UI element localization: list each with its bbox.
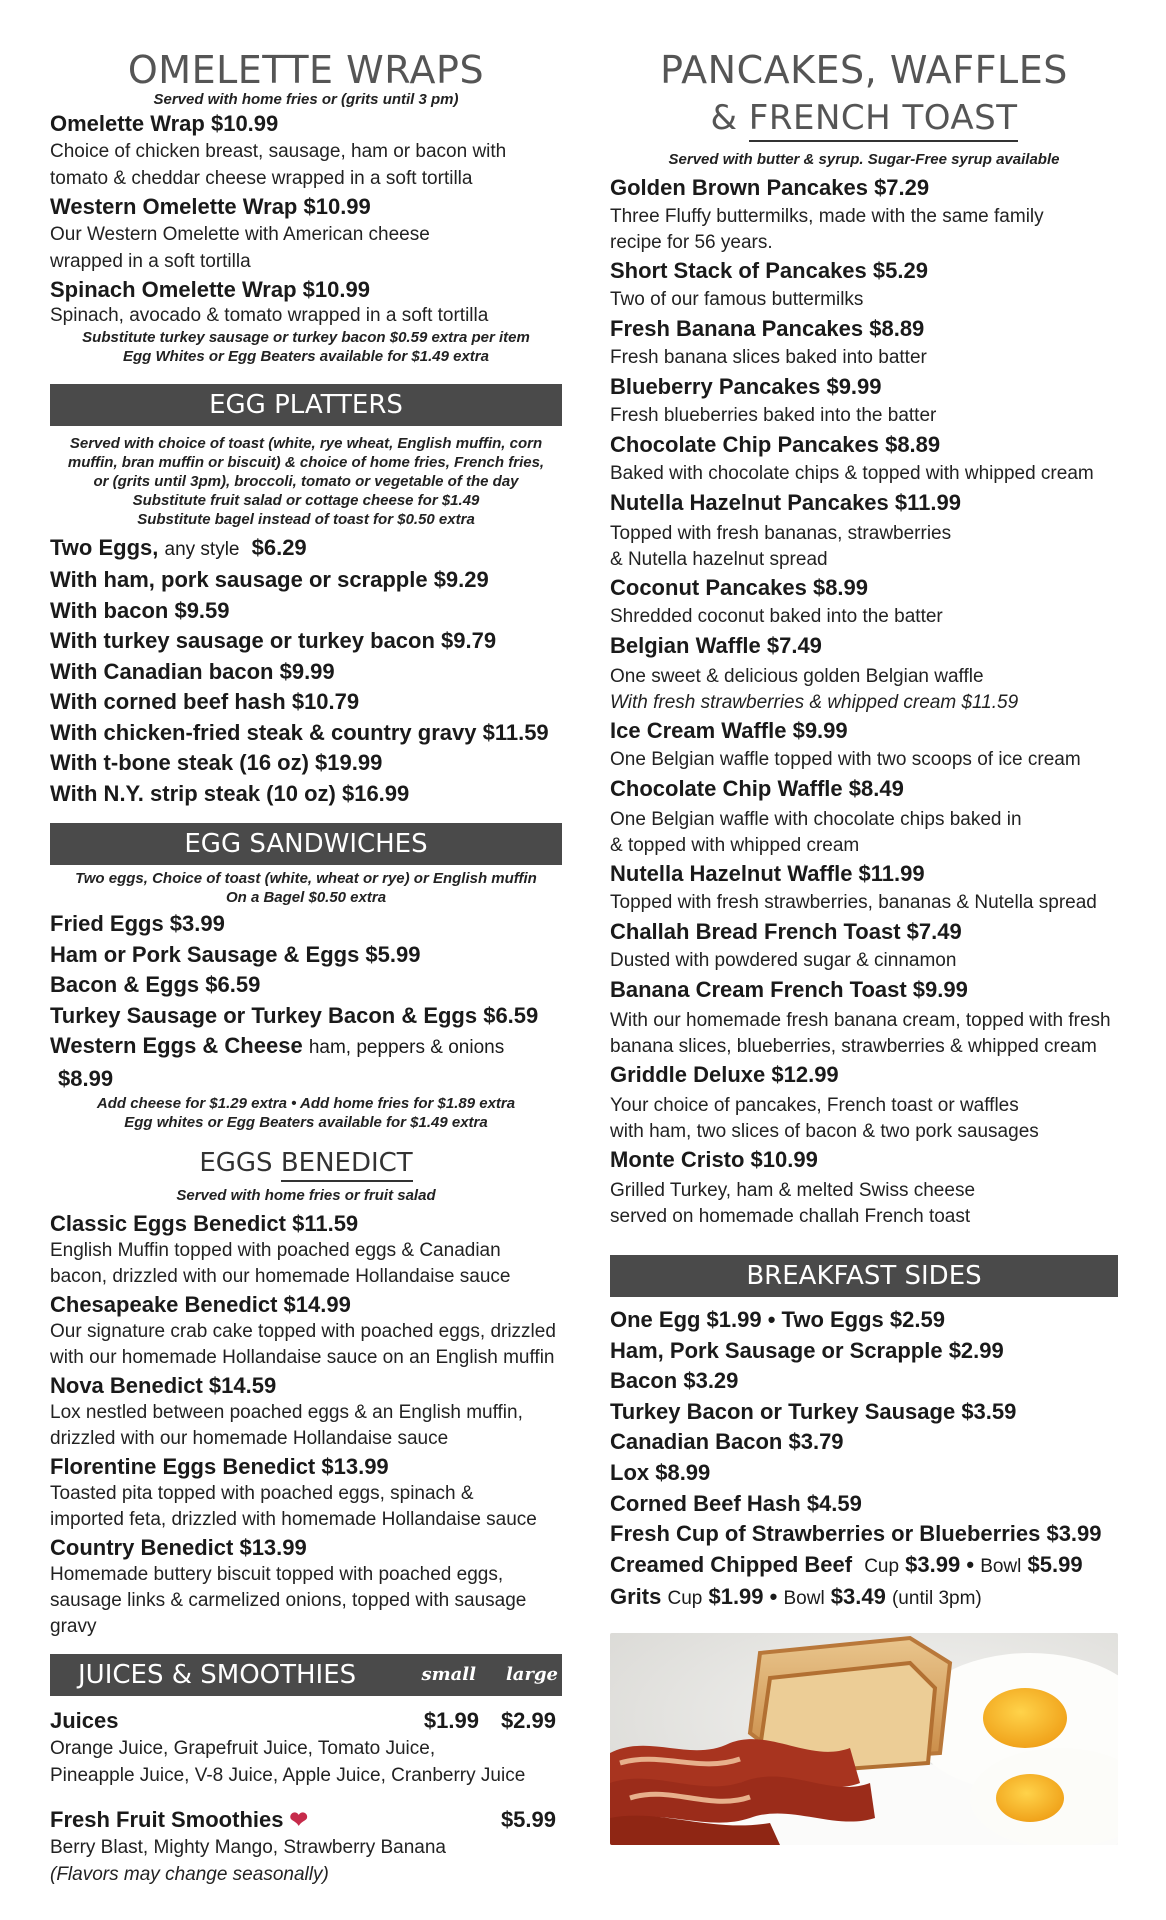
platters-note: Substitute bagel instead of toast for $0.50 extra bbox=[137, 511, 475, 528]
cup-label: Cup bbox=[667, 1588, 703, 1610]
item-name: Griddle Deluxe $12.99 bbox=[610, 1062, 839, 1087]
benedict-item bbox=[50, 1209, 562, 1290]
item-desc: Dusted with powdered sugar & cinnamon bbox=[610, 950, 957, 971]
item-name: Chocolate Chip Waffle $8.49 bbox=[610, 776, 904, 801]
item-desc: Choice of chicken breast, sausage, ham or bacon with bbox=[50, 141, 507, 162]
benedict-item bbox=[50, 1533, 562, 1640]
egg-platters-header: EGG PLATTERS bbox=[50, 384, 562, 426]
platter-item: With Canadian bacon $9.99 bbox=[50, 658, 335, 684]
item-desc: wrapped in a soft tortilla bbox=[50, 251, 251, 272]
side-item: Lox $8.99 bbox=[610, 1459, 711, 1485]
side-item: Canadian Bacon $3.79 bbox=[610, 1429, 844, 1455]
item-desc: One Belgian waffle topped with two scoops of ice cream bbox=[610, 749, 1081, 770]
juices-item bbox=[50, 1706, 562, 1735]
breakfast-sides-header: BREAKFAST SIDES bbox=[610, 1255, 1118, 1297]
left-column bbox=[50, 0, 562, 1888]
item-desc: Baked with chocolate chips & topped with whipped cream bbox=[610, 463, 1094, 484]
item-desc: With our homemade fresh banana cream, topped with fresh bbox=[610, 1010, 1111, 1031]
item-extra: ham, peppers & onions bbox=[308, 1037, 505, 1058]
platter-item: With chicken-fried steak & country gravy $11.59 bbox=[50, 719, 549, 745]
item-name: Belgian Waffle $7.49 bbox=[610, 633, 822, 658]
breakfast-photo bbox=[610, 1633, 1118, 1845]
item-desc: Topped with fresh strawberries, bananas & Nutella spread bbox=[610, 892, 1097, 913]
item-desc: Grilled Turkey, ham & melted Swiss cheese bbox=[610, 1180, 976, 1201]
item-price: $6.29 bbox=[251, 535, 307, 560]
separator: • bbox=[966, 1551, 975, 1577]
title-part: EGGS bbox=[199, 1148, 281, 1178]
pancake-item bbox=[610, 858, 1118, 916]
platter-item: With bacon $9.59 bbox=[50, 597, 230, 623]
item-desc: with ham, two slices of bacon & two pork sausages bbox=[610, 1121, 1039, 1142]
benedict-item bbox=[50, 1371, 562, 1452]
large-label: large bbox=[505, 1664, 558, 1685]
platters-note: Served with choice of toast (white, rye wheat, English muffin, corn bbox=[69, 435, 543, 452]
sandwiches-note: On a Bagel $0.50 extra bbox=[225, 889, 387, 906]
item-desc: One sweet & delicious golden Belgian waffle bbox=[610, 666, 984, 687]
item-desc: One Belgian waffle with chocolate chips baked in bbox=[610, 809, 1022, 830]
item-name: Juices bbox=[50, 1708, 119, 1733]
item-extra: any style bbox=[164, 539, 240, 560]
item-name: Blueberry Pancakes $9.99 bbox=[610, 374, 882, 399]
pancakes-note: Served with butter & syrup. Sugar-Free syrup available bbox=[668, 151, 1060, 168]
item-note: (until 3pm) bbox=[891, 1588, 982, 1610]
item-name: Fresh Fruit Smoothies bbox=[50, 1807, 284, 1832]
heart-icon: ❤ bbox=[289, 1807, 308, 1832]
smoothies-item bbox=[50, 1805, 562, 1834]
item-desc: recipe for 56 years. bbox=[610, 232, 773, 253]
omelette-wraps-title: OMELETTE WRAPS bbox=[127, 48, 485, 92]
cup-price: $3.99 bbox=[905, 1551, 961, 1577]
juices-title: JUICES & SMOOTHIES bbox=[78, 1660, 357, 1690]
item-name: Short Stack of Pancakes $5.29 bbox=[610, 258, 928, 283]
item-name: Creamed Chipped Beef bbox=[610, 1551, 853, 1577]
item-price: $5.99 bbox=[500, 1807, 556, 1832]
pancake-item bbox=[610, 371, 1118, 429]
sandwiches-note: Two eggs, Choice of toast (white, wheat or rye) or English muffin bbox=[75, 870, 537, 887]
platters-note: Substitute fruit salad or cottage cheese for $1.49 bbox=[132, 492, 480, 509]
pancakes-title: PANCAKES, WAFFLES bbox=[660, 48, 1068, 92]
item-name: Omelette Wrap $10.99 bbox=[50, 111, 279, 136]
platter-item: With t-bone steak (16 oz) $19.99 bbox=[50, 750, 383, 775]
french-toast-title bbox=[610, 96, 1118, 140]
title-part: FRENCH TOAST bbox=[749, 98, 1018, 142]
omelette-note: Served with home fries or (grits until 3 pm) bbox=[153, 91, 459, 108]
item-name: Nova Benedict $14.59 bbox=[50, 1373, 277, 1398]
item-desc: Pineapple Juice, V-8 Juice, Apple Juice, Cranberry Juice bbox=[50, 1765, 526, 1786]
item-name: Classic Eggs Benedict $11.59 bbox=[50, 1211, 359, 1236]
eggs-benedict-title bbox=[50, 1146, 562, 1180]
item-name: Grits bbox=[610, 1584, 662, 1610]
pancake-item bbox=[610, 487, 1118, 572]
item-desc: Three Fluffy buttermilks, made with the same family bbox=[610, 206, 1044, 227]
omelette-item bbox=[50, 192, 562, 275]
item-desc: tomato & cheddar cheese wrapped in a soft tortilla bbox=[50, 168, 473, 189]
pancake-item bbox=[610, 255, 1118, 313]
item-desc: Spinach, avocado & tomato wrapped in a soft tortilla bbox=[50, 305, 489, 326]
side-item: Turkey Bacon or Turkey Sausage $3.59 bbox=[610, 1398, 1017, 1424]
item-name: Nutella Hazelnut Waffle $11.99 bbox=[610, 861, 925, 886]
item-desc: English Muffin topped with poached eggs & Canadian bbox=[50, 1240, 501, 1261]
item-desc: & topped with whipped cream bbox=[610, 835, 860, 856]
separator: • bbox=[769, 1584, 778, 1610]
platter-item: With corned beef hash $10.79 bbox=[50, 689, 360, 714]
item-desc: Your choice of pancakes, French toast or waffles bbox=[610, 1095, 1019, 1116]
omelette-item bbox=[50, 275, 562, 328]
side-item bbox=[610, 1582, 1118, 1615]
item-name: Ice Cream Waffle $9.99 bbox=[610, 718, 848, 743]
sandwich-item: Fried Eggs $3.99 bbox=[50, 911, 225, 936]
side-item bbox=[610, 1550, 1118, 1583]
item-desc: Lox nestled between poached eggs & an English muffin, bbox=[50, 1402, 523, 1423]
item-desc: Shredded coconut baked into the batter bbox=[610, 606, 943, 627]
item-desc: bacon, drizzled with our homemade Hollandaise sauce bbox=[50, 1266, 511, 1287]
cup-price: $1.99 bbox=[708, 1584, 764, 1610]
item-desc: imported feta, drizzled with homemade Hollandaise sauce bbox=[50, 1509, 537, 1530]
sandwich-item: Turkey Sausage or Turkey Bacon & Eggs $6.59 bbox=[50, 1002, 539, 1028]
benedict-item bbox=[50, 1290, 562, 1371]
item-price: $8.99 bbox=[58, 1065, 114, 1091]
platters-note: or (grits until 3pm), broccoli, tomato or vegetable of the day bbox=[93, 473, 519, 490]
pancake-item bbox=[610, 572, 1118, 630]
right-column bbox=[610, 0, 1118, 1845]
item-name: Coconut Pancakes $8.99 bbox=[610, 575, 869, 600]
bowl-label: Bowl bbox=[980, 1555, 1022, 1577]
item-desc: Orange Juice, Grapefruit Juice, Tomato Juice, bbox=[50, 1738, 436, 1759]
item-desc: Our Western Omelette with American cheese bbox=[50, 224, 430, 245]
pancake-item bbox=[610, 715, 1118, 773]
side-item: Fresh Cup of Strawberries or Blueberries $3.99 bbox=[610, 1521, 1102, 1547]
item-note: (Flavors may change seasonally) bbox=[50, 1864, 329, 1885]
pancake-item bbox=[610, 916, 1118, 974]
benedict-note: Served with home fries or fruit salad bbox=[176, 1187, 436, 1204]
item-desc: Two of our famous buttermilks bbox=[610, 289, 864, 310]
pancake-item bbox=[610, 313, 1118, 371]
item-name: Country Benedict $13.99 bbox=[50, 1535, 307, 1560]
item-name: Monte Cristo $10.99 bbox=[610, 1147, 818, 1172]
pancake-item bbox=[610, 173, 1118, 255]
juices-smoothies-header bbox=[50, 1654, 562, 1696]
bowl-price: $5.99 bbox=[1027, 1551, 1083, 1577]
platter-item bbox=[50, 533, 562, 565]
item-name: Chocolate Chip Pancakes $8.89 bbox=[610, 432, 941, 457]
item-name: Fresh Banana Pancakes $8.89 bbox=[610, 316, 925, 341]
item-name: Western Omelette Wrap $10.99 bbox=[50, 194, 371, 219]
omelette-footnote: Substitute turkey sausage or turkey bacon $0.59 extra per item bbox=[82, 329, 530, 346]
omelette-item bbox=[50, 109, 562, 192]
pancake-item bbox=[610, 429, 1118, 487]
item-name: Chesapeake Benedict $14.99 bbox=[50, 1292, 351, 1317]
item-name: Florentine Eggs Benedict $13.99 bbox=[50, 1454, 389, 1479]
sandwich-item bbox=[50, 1031, 562, 1094]
sandwich-item: Bacon & Eggs $6.59 bbox=[50, 972, 261, 997]
sandwiches-footnote: Egg whites or Egg Beaters available for $1.49 extra bbox=[124, 1114, 488, 1131]
title-part: BENEDICT bbox=[281, 1148, 413, 1182]
platter-item: With ham, pork sausage or scrapple $9.29 bbox=[50, 567, 489, 592]
item-desc: Our signature crab cake topped with poached eggs, drizzled bbox=[50, 1321, 556, 1342]
item-desc: Topped with fresh bananas, strawberries bbox=[610, 523, 952, 544]
item-desc: Berry Blast, Mighty Mango, Strawberry Banana bbox=[50, 1837, 447, 1858]
item-desc-italic: With fresh strawberries & whipped cream $11.59 bbox=[610, 692, 1019, 713]
pancake-item bbox=[610, 773, 1118, 858]
small-label: small bbox=[421, 1664, 476, 1685]
item-desc: with our homemade Hollandaise sauce on an English muffin bbox=[50, 1347, 555, 1368]
platters-note: muffin, bran muffin or biscuit) & choice of home fries, French fries, bbox=[67, 454, 545, 471]
pancake-item bbox=[610, 630, 1118, 715]
breakfast-photo-illustration bbox=[610, 1633, 1118, 1845]
bowl-price: $3.49 bbox=[830, 1584, 886, 1610]
pancake-item bbox=[610, 1059, 1118, 1144]
omelette-footnote: Egg Whites or Egg Beaters available for $1.49 extra bbox=[123, 348, 489, 365]
platter-item: With turkey sausage or turkey bacon $9.79 bbox=[50, 628, 497, 653]
sandwiches-footnote: Add cheese for $1.29 extra • Add home fries for $1.89 extra bbox=[96, 1095, 516, 1112]
platter-item: With N.Y. strip steak (10 oz) $16.99 bbox=[50, 780, 410, 806]
side-item: Corned Beef Hash $4.59 bbox=[610, 1490, 862, 1516]
pancake-item bbox=[610, 1144, 1118, 1229]
item-desc: Toasted pita topped with poached eggs, spinach & bbox=[50, 1483, 474, 1504]
large-price: $2.99 bbox=[500, 1708, 556, 1733]
side-item: One Egg $1.99 • Two Eggs $2.59 bbox=[610, 1307, 945, 1332]
item-desc: & Nutella hazelnut spread bbox=[610, 549, 828, 570]
cup-label: Cup bbox=[864, 1555, 900, 1577]
benedict-item bbox=[50, 1452, 562, 1533]
side-item: Bacon $3.29 bbox=[610, 1368, 739, 1394]
item-desc: Fresh blueberries baked into the batter bbox=[610, 405, 937, 426]
item-name: Western Eggs & Cheese bbox=[50, 1033, 303, 1058]
item-desc: banana slices, blueberries, strawberries & whipped cream bbox=[610, 1036, 1097, 1057]
item-name: Spinach Omelette Wrap $10.99 bbox=[50, 277, 370, 302]
item-desc: Homemade buttery biscuit topped with poached eggs, bbox=[50, 1564, 504, 1585]
item-name: Golden Brown Pancakes $7.29 bbox=[610, 175, 930, 200]
item-name: Challah Bread French Toast $7.49 bbox=[610, 919, 962, 944]
item-desc: drizzled with our homemade Hollandaise sauce bbox=[50, 1428, 449, 1449]
egg-sandwiches-header: EGG SANDWICHES bbox=[50, 823, 562, 865]
item-name: Banana Cream French Toast $9.99 bbox=[610, 977, 968, 1002]
small-price: $1.99 bbox=[423, 1708, 479, 1733]
item-name: Two Eggs, bbox=[50, 535, 159, 560]
item-desc: Fresh banana slices baked into batter bbox=[610, 347, 927, 368]
side-item: Ham, Pork Sausage or Scrapple $2.99 bbox=[610, 1337, 1004, 1363]
title-part: & bbox=[710, 98, 749, 138]
pancake-item bbox=[610, 974, 1118, 1059]
item-desc: served on homemade challah French toast bbox=[610, 1206, 971, 1227]
item-name: Nutella Hazelnut Pancakes $11.99 bbox=[610, 490, 961, 515]
bowl-label: Bowl bbox=[783, 1588, 825, 1610]
item-desc: sausage links & carmelized onions, topped with sausage gravy bbox=[50, 1590, 527, 1637]
sandwich-item: Ham or Pork Sausage & Eggs $5.99 bbox=[50, 941, 421, 967]
